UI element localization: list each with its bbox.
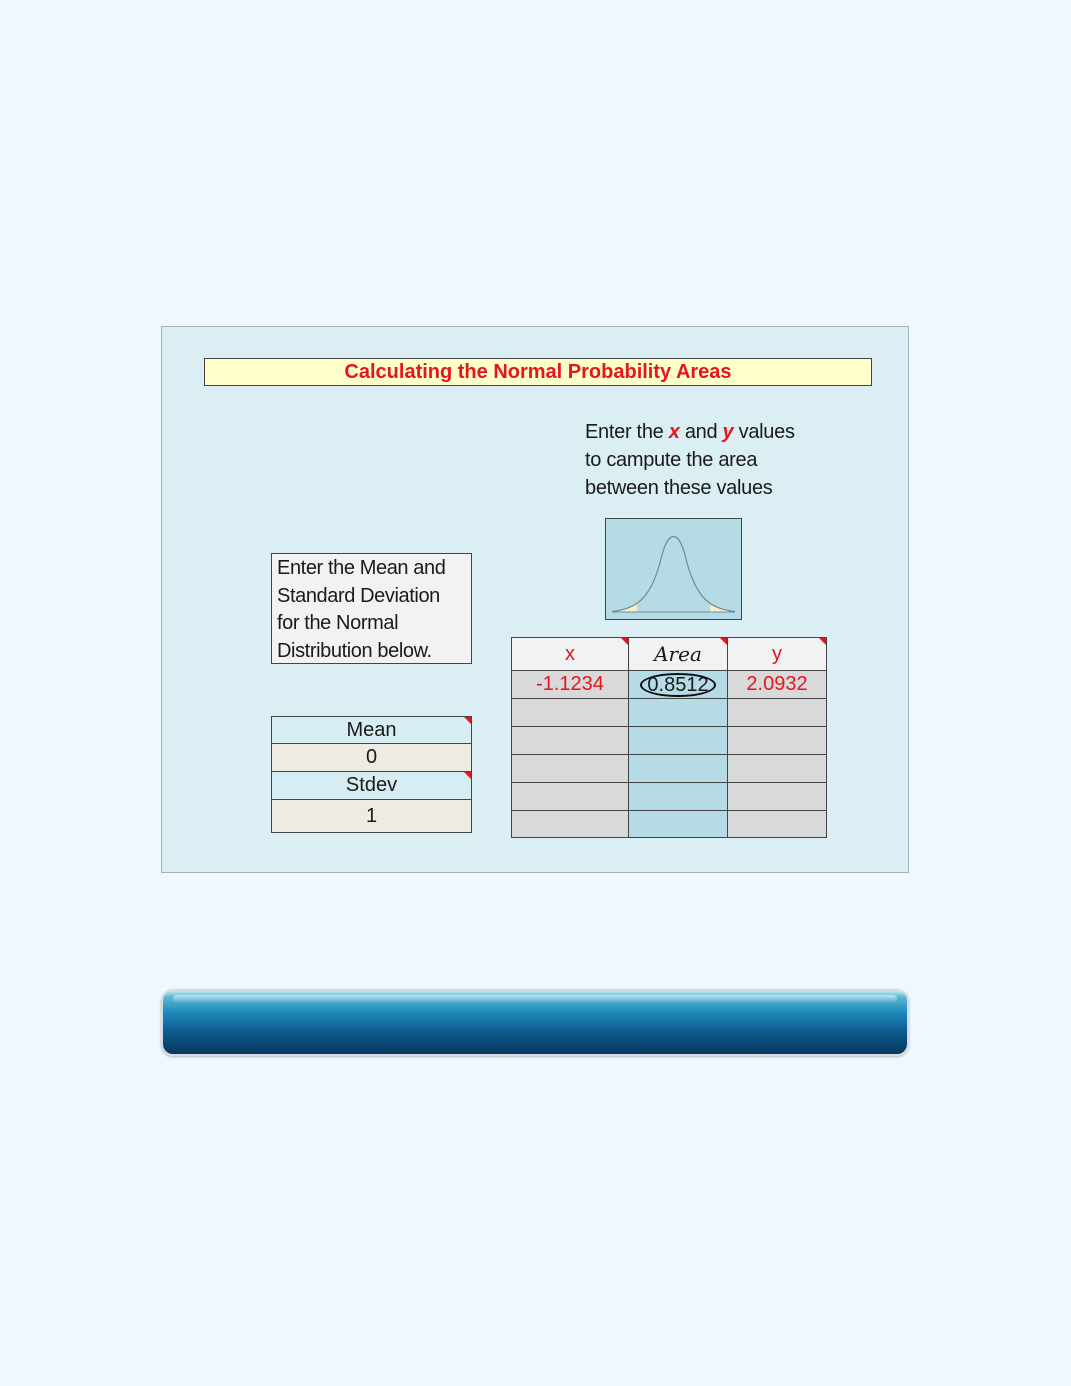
stdev-input-cell[interactable]: 1 (271, 800, 472, 833)
xy-instructions-line3: between these values (585, 477, 773, 499)
y-input-cell[interactable] (728, 727, 827, 755)
x-symbol: x (668, 421, 680, 443)
y-input-cell[interactable]: 2.0932 (728, 671, 827, 699)
area-result-cell (629, 811, 728, 838)
y-symbol: y (722, 421, 734, 443)
table-row (512, 671, 827, 699)
area-result-cell (629, 671, 728, 699)
y-input-cell[interactable] (728, 755, 827, 783)
comment-indicator-icon[interactable] (464, 717, 471, 724)
comment-indicator-icon[interactable] (720, 638, 727, 645)
comment-indicator-icon[interactable] (621, 638, 628, 645)
footer-banner (161, 989, 909, 1056)
mean-label-cell: Mean (271, 716, 472, 744)
area-result-cell (629, 727, 728, 755)
y-input-cell[interactable] (728, 811, 827, 838)
table-row (512, 811, 827, 838)
table-row (512, 755, 827, 783)
y-input-cell[interactable] (728, 783, 827, 811)
area-result-cell (629, 783, 728, 811)
bell-curve (612, 537, 735, 612)
table-header-row (512, 638, 827, 671)
table-row (512, 727, 827, 755)
x-input-cell[interactable] (512, 699, 629, 727)
area-table (511, 637, 827, 838)
page-title: Calculating the Normal Probability Areas (204, 358, 872, 386)
comment-indicator-icon[interactable] (464, 772, 471, 779)
area-result-cell (629, 755, 728, 783)
area-column-header: Area (629, 638, 728, 671)
x-column-header: x (512, 638, 629, 671)
normal-curve-icon (605, 518, 742, 620)
xy-instructions (585, 418, 845, 502)
x-input-cell[interactable] (512, 727, 629, 755)
x-input-cell[interactable] (512, 783, 629, 811)
y-input-cell[interactable] (728, 699, 827, 727)
table-row (512, 783, 827, 811)
area-result-cell (629, 699, 728, 727)
comment-indicator-icon[interactable] (819, 638, 826, 645)
y-column-header: y (728, 638, 827, 671)
x-input-cell[interactable] (512, 811, 629, 838)
area-result-highlight: 0.8512 (640, 673, 715, 697)
distribution-parameters (271, 716, 472, 833)
stdev-label-cell: Stdev (271, 772, 472, 800)
x-input-cell[interactable] (512, 755, 629, 783)
mean-stdev-instructions: Enter the Mean and Standard Deviation for the Normal Distribution below. (271, 553, 472, 664)
table-row (512, 699, 827, 727)
xy-instructions-line1: Enter the x and y values (585, 421, 795, 443)
mean-input-cell[interactable]: 0 (271, 744, 472, 772)
xy-instructions-line2: to campute the area (585, 449, 758, 471)
x-input-cell[interactable]: -1.1234 (512, 671, 629, 699)
spreadsheet-panel (161, 326, 909, 873)
